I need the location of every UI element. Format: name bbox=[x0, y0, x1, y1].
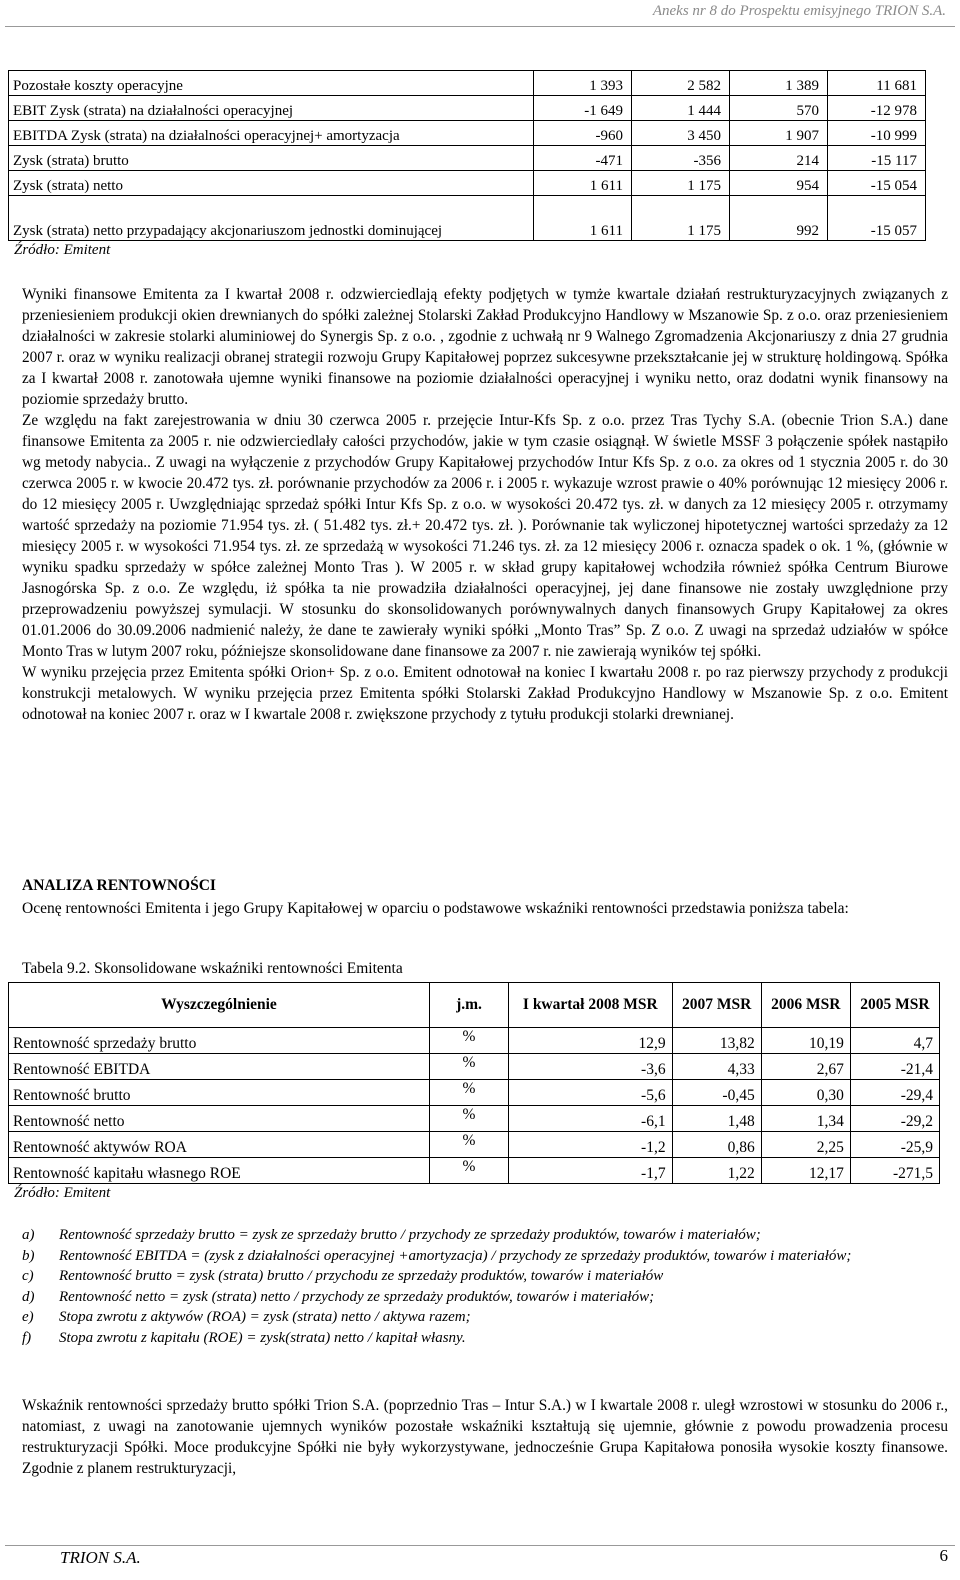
column-header: 2005 MSR bbox=[850, 983, 939, 1028]
cell-value: -12 978 bbox=[828, 96, 926, 121]
column-header: Wyszczególnienie bbox=[9, 983, 430, 1028]
cell-value: 1 393 bbox=[534, 71, 632, 96]
list-marker: e) bbox=[22, 1309, 34, 1325]
table-row bbox=[9, 171, 926, 196]
footer-company: TRION S.A. bbox=[60, 1548, 141, 1567]
cell-value: 2,67 bbox=[761, 1054, 850, 1080]
cell-value: -21,4 bbox=[850, 1054, 939, 1080]
unit-cell: % bbox=[430, 1132, 509, 1158]
paragraph: Wyniki finansowe Emitenta za I kwartał 2008 r. odzwierciedlają efekty podjętych w tymże kwartale działań restrukturyzacyjnych związanych z przeniesieniem produkcji okien drewnianych do spółki zależnej Stolarski Zakład Produkcyjno Handlowy w Mszanowie Sp. z o.o. oraz przeniesieniem działalności w zakresie stolarki aluminiowej do Synergis Sp. z o.o. , zgodnie z uchwałą nr 9 Walnego Zgromadzenia Akcjonariuszy z dnia 27 grudnia 2007 r. oraz w wyniku realizacji obranej strategii rozwoju Grupy Kapitałowej poprzez sukcesywne przekształcanie jej w strukturę holdingową. Spółka za I kwartał 2008 r. zanotowała ujemne wyniki finansowe na poziomie działalności operacyjnej i wyniku netto, oraz dodatni wynik finansowy na poziomie sprzedaży brutto. bbox=[22, 286, 948, 408]
cell-value: -10 999 bbox=[828, 121, 926, 146]
list-item bbox=[22, 1307, 948, 1328]
column-header: I kwartał 2008 MSR bbox=[509, 983, 673, 1028]
row-label: Rentowność sprzedaży brutto bbox=[9, 1028, 430, 1054]
table-row bbox=[9, 196, 926, 241]
definition-text: Rentowność netto = zysk (strata) netto / przychody ze sprzedaży produktów, towarów i materiałów; bbox=[59, 1288, 655, 1305]
cell-value: 1 175 bbox=[632, 171, 730, 196]
table-header-row bbox=[9, 983, 940, 1028]
table-row bbox=[9, 71, 926, 96]
financial-results-table bbox=[8, 70, 926, 241]
cell-value: -3,6 bbox=[509, 1054, 673, 1080]
definition-text: Rentowność sprzedaży brutto = zysk ze sprzedaży brutto / przychody ze sprzedaży produktów, towarów i materiałów; bbox=[59, 1227, 761, 1243]
table-row bbox=[9, 1158, 940, 1184]
table-row bbox=[9, 1132, 940, 1158]
row-label: Zysk (strata) brutto bbox=[9, 146, 534, 171]
list-item bbox=[22, 1328, 948, 1349]
cell-value: -960 bbox=[534, 121, 632, 146]
cell-value: 992 bbox=[730, 196, 828, 241]
results-commentary bbox=[22, 284, 948, 725]
row-label: Zysk (strata) netto bbox=[9, 171, 534, 196]
row-label: Rentowność netto bbox=[9, 1106, 430, 1132]
cell-value: 1 175 bbox=[632, 196, 730, 241]
list-marker: c) bbox=[22, 1268, 34, 1284]
cell-value: 1,22 bbox=[672, 1158, 761, 1184]
cell-value: 1 907 bbox=[730, 121, 828, 146]
definition-text: Rentowność EBITDA = (zysk z działalności operacyjnej +amortyzacja) / przychody ze sprzedaży produktów, towarów i materiałów; bbox=[59, 1247, 852, 1264]
section-heading: ANALIZA RENTOWNOŚCI bbox=[22, 877, 216, 894]
list-marker: b) bbox=[22, 1247, 35, 1264]
list-item bbox=[22, 1246, 948, 1267]
cell-value: 1 611 bbox=[534, 171, 632, 196]
list-marker: d) bbox=[22, 1288, 35, 1305]
cell-value: 2 582 bbox=[632, 71, 730, 96]
cell-value: -356 bbox=[632, 146, 730, 171]
table-row bbox=[9, 146, 926, 171]
table-source-note: Źródło: Emitent bbox=[14, 1185, 111, 1201]
paragraph: W wyniku przejęcia przez Emitenta spółki Orion+ Sp. z o.o. Emitent odnotował na koniec I kwartału 2008 r. po raz pierwszy przychody z produkcji konstrukcji metalowych. W wyniku przejęcia przez Emitenta spółki Stolarski Zakład Produkcyjno Handlowy w Mszanowie Sp. z o.o. Emitent odnotował na koniec 2007 r. oraz w I kwartale 2008 r. zwiększone przychody z tytułu produkcji stolarki drewnianej. bbox=[22, 664, 948, 723]
column-header: j.m. bbox=[430, 983, 509, 1028]
table-row bbox=[9, 1106, 940, 1132]
cell-value: 4,33 bbox=[672, 1054, 761, 1080]
definition-text: Stopa zwrotu z aktywów (ROA) = zysk (strata) netto / aktywa razem; bbox=[59, 1309, 471, 1325]
cell-value: 1 444 bbox=[632, 96, 730, 121]
cell-value: -29,2 bbox=[850, 1106, 939, 1132]
table-row bbox=[9, 1028, 940, 1054]
footer-divider bbox=[5, 1545, 955, 1546]
cell-value: 12,9 bbox=[509, 1028, 673, 1054]
cell-value: -471 bbox=[534, 146, 632, 171]
cell-value: -15 054 bbox=[828, 171, 926, 196]
row-label: Zysk (strata) netto przypadający akcjonariuszom jednostki dominującej bbox=[9, 196, 534, 241]
section-intro: Ocenę rentowności Emitenta i jego Grupy Kapitałowej w oparciu o podstawowe wskaźniki rentowności przedstawia poniższa tabela: bbox=[22, 900, 849, 917]
cell-value: 13,82 bbox=[672, 1028, 761, 1054]
row-label: Pozostałe koszty operacyjne bbox=[9, 71, 534, 96]
table-row bbox=[9, 121, 926, 146]
unit-cell: % bbox=[430, 1054, 509, 1080]
unit-cell: % bbox=[430, 1028, 509, 1054]
paragraph: Ze względu na fakt zarejestrowania w dniu 30 czerwca 2005 r. przejęcie Intur-Kfs Sp. z o.o. przez Tras Tychy S.A. (obecnie Trion S.A.) dane finansowe Emitenta za 2005 r. nie odzwierciedlały całości przychodów, jakie w tym czasie osiągnął. W świetle MSSF 3 połączenie spółek nastąpiło wg metody nabycia.. Z uwagi na wyłączenie z przychodów Grupy Kapitałowej przychodów Intur Kfs Sp. z o.o. za okres od 1 stycznia 2005 r. do 30 czerwca 2005 r. w kwocie 20.472 tys. zł. porównanie przychodów za 2006 r. i 2005 r. wykazuje wzrost prawie o 40% porównując 12 miesięcy 2006 r. do 12 miesięcy 2005 r. Uwzględniając sprzedaż spółki Intur Kfs Sp. z o.o. w wysokości 20.472 tys. zł. w danych za 12 miesięcy 2005 r. otrzymamy wartość sprzedaży na poziomie 71.954 tys. zł. ( 51.482 tys. zł.+ 20.472 tys. zł. ). Porównanie tak wyliczonej hipotetycznej wartości sprzedaży za 12 miesięcy 2005 r. w wysokości 71.954 tys. zł. ze sprzedażą w wysokości 71.246 tys. zł. za 12 miesięcy 2006 r. oznacza spadek o ok. 1 %, (głównie w wyniku spadku sprzedaży w spółce zależnej Monto Tras ). W 2005 r. w skład grupy kapitałowej wchodziła również spółka Centrum Biurowe Jasnogórska Sp. z o.o. Ze względu, iż spółka ta nie prowadziła działalności operacyjnej, jej dane finansowe nie zostały uwzględnione przy przeprowadzeniu powyższej symulacji. W stosunku do skonsolidowanych porównywalnych danych finansowych Grupy Kapitałowej za okres 01.01.2006 do 30.09.2006 nadmienić należy, że dane te zawierały wyniki spółki „Monto Tras” Sp. Z o.o. Z uwagi na sprzedaż udziałów w spółce Monto Tras w lutym 2007 roku, późniejsze skonsolidowane dane finansowe za 2007 r. nie zawierają wyników tej spółki. bbox=[22, 412, 948, 660]
table-caption: Tabela 9.2. Skonsolidowane wskaźniki rentowności Emitenta bbox=[22, 960, 403, 977]
row-label: EBIT Zysk (strata) na działalności operacyjnej bbox=[9, 96, 534, 121]
list-marker: a) bbox=[22, 1227, 35, 1243]
table-row bbox=[9, 1080, 940, 1106]
cell-value: 2,25 bbox=[761, 1132, 850, 1158]
cell-value: 1 389 bbox=[730, 71, 828, 96]
header-divider bbox=[5, 26, 955, 27]
cell-value: 12,17 bbox=[761, 1158, 850, 1184]
definition-text: Rentowność brutto = zysk (strata) brutto / przychodu ze sprzedaży produktów, towarów i materiałów bbox=[59, 1268, 664, 1284]
row-label: Rentowność aktywów ROA bbox=[9, 1132, 430, 1158]
cell-value: -1 649 bbox=[534, 96, 632, 121]
cell-value: -1,2 bbox=[509, 1132, 673, 1158]
cell-value: 0,30 bbox=[761, 1080, 850, 1106]
table-row bbox=[9, 96, 926, 121]
cell-value: 11 681 bbox=[828, 71, 926, 96]
column-header: 2007 MSR bbox=[672, 983, 761, 1028]
paragraph: Wskaźnik rentowności sprzedaży brutto spółki Trion S.A. (poprzednio Tras – Intur S.A.) w I kwartale 2008 r. uległ wzrostowi w stosunku do 2006 r., natomiast, z uwagi na zanotowanie ujemnych wyników pozostałe wskaźniki kształtują się ujemnie, głównie z powodu prowadzenia procesu restrukturyzacji Spółki. Moce produkcyjne Spółki nie były wykorzystywane, jednocześnie Grupa Kapitałowa ponosiła wysokie koszty finansowe. Zgodnie z planem restrukturyzacji, bbox=[22, 1397, 948, 1477]
row-label: Rentowność kapitału własnego ROE bbox=[9, 1158, 430, 1184]
cell-value: -0,45 bbox=[672, 1080, 761, 1106]
list-item bbox=[22, 1225, 948, 1246]
cell-value: 1,48 bbox=[672, 1106, 761, 1132]
cell-value: 10,19 bbox=[761, 1028, 850, 1054]
cell-value: -15 057 bbox=[828, 196, 926, 241]
cell-value: -271,5 bbox=[850, 1158, 939, 1184]
list-item bbox=[22, 1287, 948, 1308]
row-label: Rentowność brutto bbox=[9, 1080, 430, 1106]
cell-value: -29,4 bbox=[850, 1080, 939, 1106]
cell-value: 570 bbox=[730, 96, 828, 121]
table-source-note: Źródło: Emitent bbox=[14, 242, 111, 258]
row-label: Rentowność EBITDA bbox=[9, 1054, 430, 1080]
document-header: Aneks nr 8 do Prospektu emisyjnego TRION S.A. bbox=[652, 3, 946, 19]
definition-text: Stopa zwrotu z kapitału (ROE) = zysk(strata) netto / kapitał własny. bbox=[59, 1329, 466, 1346]
cell-value: -6,1 bbox=[509, 1106, 673, 1132]
column-header: 2006 MSR bbox=[761, 983, 850, 1028]
cell-value: 0,86 bbox=[672, 1132, 761, 1158]
cell-value: 214 bbox=[730, 146, 828, 171]
unit-cell: % bbox=[430, 1158, 509, 1184]
cell-value: 954 bbox=[730, 171, 828, 196]
list-marker: f) bbox=[22, 1329, 32, 1346]
cell-value: 1 611 bbox=[534, 196, 632, 241]
cell-value: -25,9 bbox=[850, 1132, 939, 1158]
cell-value: -1,7 bbox=[509, 1158, 673, 1184]
table-row bbox=[9, 1054, 940, 1080]
cell-value: 1,34 bbox=[761, 1106, 850, 1132]
row-label: EBITDA Zysk (strata) na działalności operacyjnej+ amortyzacja bbox=[9, 121, 534, 146]
ratio-definitions bbox=[22, 1225, 948, 1348]
list-item bbox=[22, 1266, 948, 1287]
cell-value: 4,7 bbox=[850, 1028, 939, 1054]
unit-cell: % bbox=[430, 1080, 509, 1106]
cell-value: -5,6 bbox=[509, 1080, 673, 1106]
unit-cell: % bbox=[430, 1106, 509, 1132]
cell-value: -15 117 bbox=[828, 146, 926, 171]
cell-value: 3 450 bbox=[632, 121, 730, 146]
profitability-table bbox=[8, 982, 940, 1184]
page-number: 6 bbox=[939, 1546, 948, 1565]
